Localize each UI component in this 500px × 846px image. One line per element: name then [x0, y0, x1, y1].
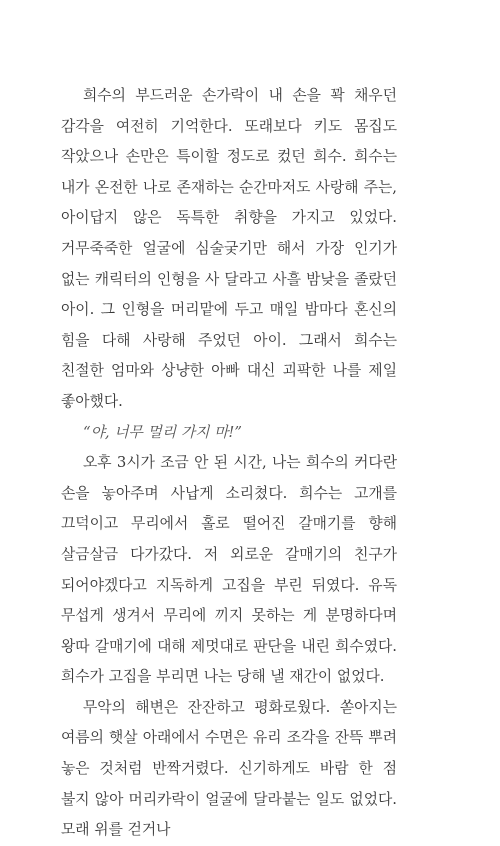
book-page — [61, 81, 397, 846]
dialogue-line: “야, 너무 멀리 가지 마!” — [83, 423, 242, 441]
paragraph: 희수의 부드러운 손가락이 내 손을 꽉 채우던 감각을 여전히 기억한다. 또래보다 키도 몸집도 작았으나 손만은 특이할 정도로 컸던 희수. 희수는 내가 온전한 나로 존재하는 순간마저도 사랑해 주는, 아이답지 않은 독특한 취향을 가지고 있었다. 거무죽죽한 얼굴에 심술궂기만 해서 가장 인기가 없는 캐릭터의 인형을 사 달라고 사흘 밤낮을 졸랐던 아이. 그 인형을 머리맡에 두고 매일 밤마다 혼신의 힘을 다해 사랑해 주었던 아이. 그래서 희수는 친절한 엄마와 상냥한 아빠 대신 괴팍한 나를 제일 좋아했다. — [61, 87, 397, 410]
paragraph: 오후 3시가 조금 안 된 시간, 나는 희수의 커다란 손을 놓아주며 사납게 소리쳤다. 희수는 고개를 끄덕이고 무리에서 홀로 떨어진 갈매기를 향해 살금살금 다가갔다. 저 외로운 갈매기의 친구가 되어야겠다고 지독하게 고집을 부린 뒤였다. 유독 무섭게 생겨서 무리에 끼지 못하는 게 분명하다며 왕따 갈매기에 대해 제멋대로 판단을 내린 희수였다. 희수가 고집을 부리면 나는 당해 낼 재간이 없었다. — [61, 454, 397, 686]
paragraph: 무악의 해변은 잔잔하고 평화로웠다. 쏟아지는 여름의 햇살 아래에서 수면은 유리 조각을 잔뜩 뿌려 놓은 것처럼 반짝거렸다. 신기하게도 바람 한 점 불지 않아 머리카락이 얼굴에 달라붙는 일도 없었다. 모래 위를 걷거나 — [61, 698, 397, 839]
